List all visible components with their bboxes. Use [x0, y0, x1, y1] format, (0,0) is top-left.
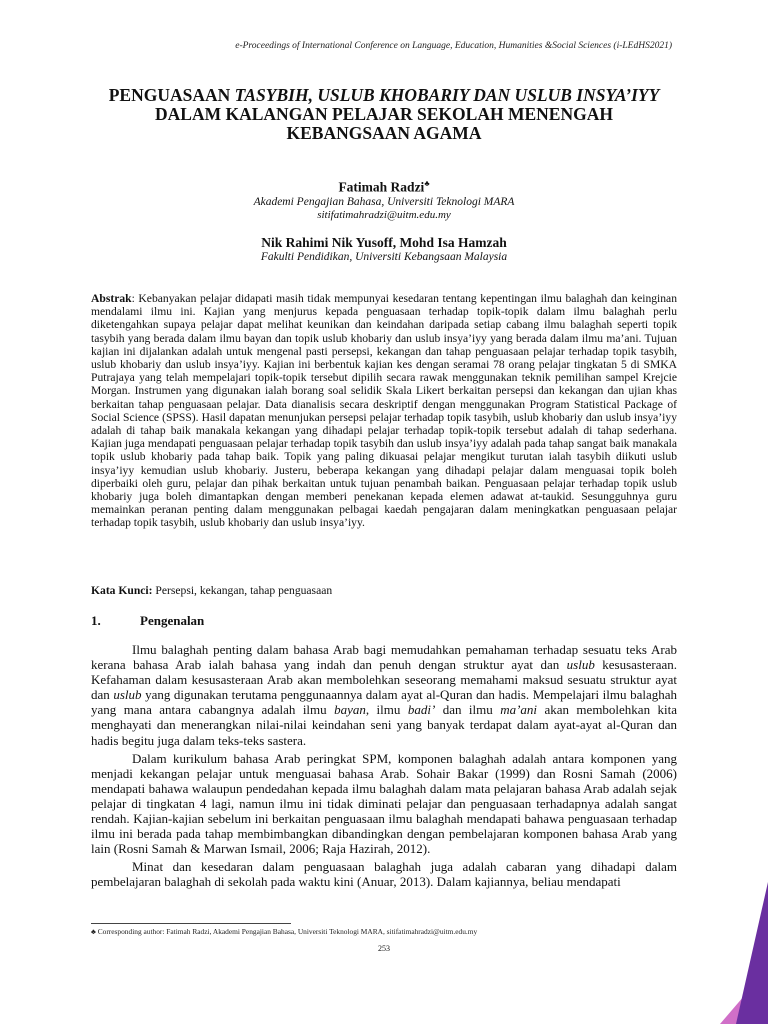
p1-run-a: Ilmu balaghah penting dalam bahasa Arab bagi memudahkan pemahaman terhadap sesuatu teks Arab kerana bahasa Arab ialah bahasa yang indah dan penuh dengan struktur ayat dan	[91, 642, 677, 673]
running-head: e-Proceedings of International Conference on Language, Education, Humanities &Social Sciences (i-LEdHS2021)	[235, 41, 672, 51]
abstract-label: Abstrak	[91, 292, 132, 305]
footnote-text: Corresponding author: Fatimah Radzi, Akademi Pengajian Bahasa, Universiti Teknologi MARA, sitifatimahradzi@uitm.edu.my	[95, 927, 478, 936]
p1-run-g: , ilmu	[365, 702, 408, 718]
paper-title	[80, 86, 688, 143]
author-1-name-line	[80, 176, 688, 196]
p1-italic-uslub-2: uslub	[113, 687, 142, 703]
author-block-2	[80, 235, 688, 264]
title-italic: TASYBIH, USLUB KHOBARIY DAN USLUB INSYA’IYY	[234, 85, 660, 105]
section-heading	[91, 613, 204, 629]
author-1-name: Fatimah Radzi	[338, 179, 425, 195]
p1-italic-uslub-1: uslub	[566, 657, 595, 673]
title-line-2: DALAM KALANGAN PELAJAR SEKOLAH MENENGAH	[155, 104, 613, 124]
title-line-1	[80, 86, 688, 105]
keywords-text: Persepsi, kekangan, tahap penguasaan	[152, 584, 333, 597]
keywords-label: Kata Kunci:	[91, 584, 153, 597]
abstract	[91, 292, 677, 530]
author-1-mark: ♣	[424, 179, 430, 188]
title-line-3: KEBANGSAAN AGAMA	[286, 123, 482, 143]
author-1-affiliation: Akademi Pengajian Bahasa, Universiti Teknologi MARA	[253, 195, 515, 208]
title-prefix: PENGUASAAN	[108, 85, 235, 105]
section-number: 1.	[91, 613, 101, 628]
paragraph-1	[91, 642, 677, 748]
paragraph-2: Dalam kurikulum bahasa Arab peringkat SPM, komponen balaghah adalah antara komponen yang menjadi kekangan pelajar untuk menguasai bahasa Arab. Sohair Bakar (1999) dan Rosni Samah (2006) mendapati bahawa walaupun pendedahan kepada ilmu balaghah dalam mata pelajaran bahasa Arab adalah sejak pelajar di tingkatan 4 lagi, namun ilmu ini tidak diminati pelajar dan penguasaan terhadapnya adalah sangat rendah. Kajian-kajian sebelum ini berkaitan penguasaan ilmu balaghah mendapati bahawa penguasaan terhadap ilmu ini berada pada tahap membimbangkan dibandingkan dengan pembelajaran komponen bahasa Arab yang lain (Rosni Samah & Marwan Ismail, 2006; Raja Hazirah, 2012).	[91, 750, 677, 857]
abstract-text: : Kebanyakan pelajar didapati masih tidak mempunyai kesedaran tentang kepentingan ilmu balaghah dan keinginan mendalami ilmu ini. Kajian yang menjurus kepada penguasaan terhadap topik-topik dalam ilmu balaghah perlu diketengahkan supaya pelajar dapat melihat keunikan dan keindahan daripada setiap cabang ilmu balaghah seperti topik tasybih yang berada dalam ilmu bayan dan topik uslub khobariy dan uslub insya’iyy yang berada dalam ilmu ma’ani. Tujuan kajian ini dijalankan adalah untuk mengenal pasti persepsi, kekangan dan tahap penguasaan pelajar terhadap topik tasybih, uslub khobariy dan uslub insya’iyy. Kajian ini berbentuk kajian kes dengan seramai 78 orang pelajar tingkatan 5 di SMKA Putrajaya yang telah mempelajari topik-topik tersebut dipilih secara rawak menggunakan teknik pemilihan sampel Krejcie Morgan. Instrumen yang digunakan ialah borang soal selidik Skala Likert berkaitan persepsi dan kekangan dan ujian khas berkaitan tahap penguasaan pelajar. Data dianalisis secara deskriptif dengan menggunakan Program Statistical Package of Social Science (SPSS). Hasil dapatan menunjukan persepsi pelajar terhadap topik tasybih, uslub khobariy dan uslub insya’iyy adalah di tahap baik manakala kekangan yang dihadapi pelajar terhadap topik-topik tersebut adalah di tahap sederhana. Kajian juga mendapati penguasaan pelajar terhadap topik tasybih dan uslub insya’iyy adalah pada tahap sangat baik manakala topik uslub khobariy pada tahap baik. Topik yang paling dikuasai pelajar mengikut turutan ialah tasybih diikuti uslub insya’iyy kemudian uslub khobariy. Justeru, beberapa kekangan yang dihadapi pelajar dalam menguasai topik boleh diperbaiki oleh guru, pelajar dan pihak berkaitan untuk tujuan penambah baikan. Penguasaan pelajar terhadap topik uslub khobariy juga boleh dimantapkan dengan memberi penekanan kepada elemen adawat at-taukid. Sesungguhnya guru memainkan peranan penting dalam menggunakan pelbagai kaedah pengajaran dalam meningkatkan penguasaan pelajar terhadap topik tasybih, uslub khobariy dan uslub insya’iyy.	[91, 292, 677, 530]
author-1-email: sitifatimahradzi@uitm.edu.my	[317, 208, 451, 221]
corner-purple-shape	[736, 882, 768, 1024]
p1-italic-maani: ma’ani	[500, 702, 538, 718]
p1-run-i: dan ilmu	[435, 702, 501, 718]
page-number: 253	[378, 944, 390, 953]
author-block-1	[80, 176, 688, 222]
p1-italic-badi: badi’	[407, 702, 436, 718]
section-title: Pengenalan	[140, 613, 205, 628]
body-text	[91, 642, 677, 893]
p1-run-e: yang digunakan terutama penggunaannya dalam ayat al-Quran dan hadis. Mempelajari ilmu balaghah yang mana antara cabangnya adalah ilmu	[91, 687, 677, 718]
p1-italic-bayan: bayan	[334, 702, 366, 718]
paragraph-3: Minat dan kesedaran dalam penguasaan balaghah juga adalah cabaran yang dihadapi dalam pembelajaran balaghah di sekolah pada waktu kini (Anuar, 2013). Dalam kajiannya, beliau mendapati	[91, 859, 677, 890]
corner-pink-shape	[720, 968, 768, 1024]
p1-run-k: akan membolehkan kita menghayati dan menerangkan nilai-nilai keindahan seni yang banyak terdapat dalam ayat-ayat al-Quran dan hadis begitu juga dalam teks-teks sastera.	[91, 702, 677, 748]
footnote-mark: ♣	[91, 927, 96, 936]
footnote	[91, 927, 477, 936]
author-2-affiliation: Fakulti Pendidikan, Universiti Kebangsaan Malaysia	[260, 251, 508, 263]
author-2-names: Nik Rahimi Nik Yusoff, Mohd Isa Hamzah	[261, 235, 507, 250]
p1-run-c: kesusasteraan. Kefahaman dalam kesusasteraan Arab akan membolehkan seseorang memahami maksud sesuatu struktur ayat dan	[91, 657, 677, 703]
keywords	[91, 584, 677, 597]
footnote-rule	[91, 923, 291, 924]
